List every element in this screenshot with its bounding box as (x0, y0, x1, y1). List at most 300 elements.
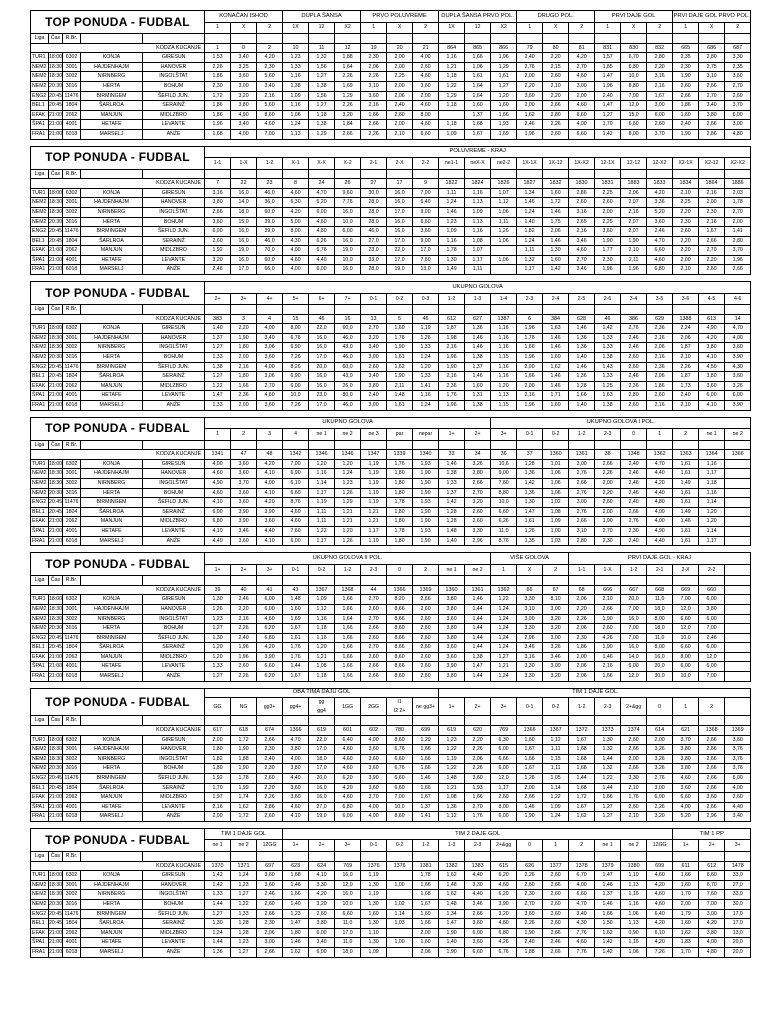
odds-cell: 2,66 (335, 129, 361, 139)
column-head: 0 (387, 564, 413, 576)
odds-cell: 1,33 (413, 343, 439, 353)
odds-cell: 10,0 (335, 899, 361, 909)
odds-cell: 2,46 (231, 595, 257, 605)
odds-cell: 1,66 (335, 672, 361, 682)
odds-cell: 1,72 (231, 735, 257, 745)
bet-code: 602 (361, 726, 387, 736)
odds-cell: 1,47 (465, 662, 491, 672)
match-away: GIRESUN (143, 871, 205, 881)
blank-cell (283, 440, 309, 450)
odds-cell: 1,23 (439, 217, 465, 227)
match-away: ANŽE (143, 129, 205, 139)
odds-cell: 27,0 (725, 880, 751, 890)
blank-cell (231, 851, 257, 861)
match-time: 20:45 (49, 372, 63, 382)
match-away: MIDLZBRO (143, 381, 205, 391)
blank-cell (283, 851, 309, 861)
odds-cell: 3,00 (569, 459, 595, 469)
odds-cell: 7,00 (699, 672, 725, 682)
match-row (31, 754, 751, 764)
odds-cell: 1,80 (387, 469, 413, 479)
odds-cell: 2,60 (543, 919, 569, 929)
match-home: BIRMINGEM (81, 909, 143, 919)
odds-cell: 1,12 (491, 198, 517, 208)
match-row (31, 324, 751, 334)
match-away: ŠEFILD JUN. (143, 498, 205, 508)
match-away: HANOVER (143, 333, 205, 343)
odds-cell: 1,60 (543, 353, 569, 363)
odds-cell: 16,0 (309, 343, 335, 353)
odds-cell: 6,60 (569, 110, 595, 120)
odds-cell: 1,61 (387, 353, 413, 363)
odds-cell (725, 643, 751, 653)
match-time: 21:00 (49, 672, 63, 682)
odds-cell: 1,21 (309, 652, 335, 662)
odds-cell: 1,82 (205, 754, 231, 764)
odds-cell: 1,41 (725, 227, 751, 237)
odds-cell: 2,60 (465, 507, 491, 517)
odds-cell: 3,80 (283, 745, 309, 755)
odds-cell: 4,20 (283, 207, 309, 217)
odds-cell: 1,66 (595, 793, 621, 803)
odds-cell: 12,0 (673, 604, 699, 614)
match-away: SERAINŽ (143, 919, 205, 929)
col-away-label (143, 305, 205, 315)
bet-code: 386 (621, 314, 647, 324)
match-home: MARSELJ (81, 265, 143, 275)
match-row (31, 255, 751, 265)
odds-cell: 2,20 (231, 604, 257, 614)
odds-cell: 1,16 (465, 188, 491, 198)
bet-code: 1833 (647, 179, 673, 189)
odds-cell: 3,30 (309, 880, 335, 890)
odds-cell: 60,0 (335, 324, 361, 334)
column-head: 1 (673, 22, 699, 34)
odds-cell: 2,16 (595, 662, 621, 672)
odds-cell: 1,46 (517, 198, 543, 208)
odds-cell: 2,66 (257, 735, 283, 745)
odds-cell: 2,06 (361, 62, 387, 72)
odds-cell: 1,19 (361, 536, 387, 546)
match-home: HERTA (81, 353, 143, 363)
match-league: NEM2 (31, 207, 49, 217)
odds-cell: 1,96 (595, 265, 621, 275)
odds-cell: 6,60 (283, 488, 309, 498)
odds-cell: 1,90 (439, 928, 465, 938)
odds-cell: 1,61 (673, 469, 699, 479)
match-row (31, 101, 751, 111)
odds-cell: 2,40 (517, 938, 543, 948)
odds-cell: 19,0 (335, 246, 361, 256)
bet-code: 17 (387, 179, 413, 189)
odds-cell: 1,48 (439, 526, 465, 536)
odds-cell: 3,80 (361, 381, 387, 391)
odds-cell: 1,44 (283, 662, 309, 672)
match-league: BEL1 (31, 643, 49, 653)
odds-cell: 3,60 (439, 643, 465, 653)
column-head: 1-2 (569, 429, 595, 441)
odds-cell: 4,10 (205, 498, 231, 508)
match-league: FRA1 (31, 672, 49, 682)
bet-code: 13 (361, 314, 387, 324)
kod-label: KODZA KUCANJE (31, 43, 205, 53)
odds-cell: 17,0 (231, 265, 257, 275)
odds-cell: 1,61 (673, 498, 699, 508)
bet-code: 1369 (413, 585, 439, 595)
odds-cell: 3,60 (465, 774, 491, 784)
odds-cell: 8,66 (387, 662, 413, 672)
column-head: 2-6 (595, 293, 621, 305)
odds-cell: 4,40 (283, 774, 309, 784)
blank-cell (569, 440, 595, 450)
bet-code: 15 (283, 314, 309, 324)
odds-cell: 1,50 (595, 919, 621, 929)
odds-cell: 3,80 (699, 110, 725, 120)
odds-cell: 1,40 (439, 938, 465, 948)
odds-cell: 1,46 (465, 343, 491, 353)
match-time: 20:30 (49, 488, 63, 498)
odds-cell: 3,60 (283, 793, 309, 803)
match-home: ŠARLROA (81, 643, 143, 653)
odds-cell: 1,26 (517, 774, 543, 784)
match-away: HANOVER (143, 198, 205, 208)
odds-cell: 1,90 (387, 372, 413, 382)
odds-cell: 12,0 (621, 672, 647, 682)
odds-cell: 1,01 (543, 459, 569, 469)
match-home: KONJA (81, 188, 143, 198)
odds-cell: 8,76 (491, 536, 517, 546)
odds-cell: 4,60 (335, 793, 361, 803)
odds-cell: 1,33 (413, 372, 439, 382)
odds-cell: 1,16 (439, 53, 465, 63)
blank-cell (491, 305, 517, 315)
match-time: 20:45 (49, 227, 63, 237)
odds-cell: 4,60 (413, 120, 439, 130)
group-header: DRUGO POL. (517, 11, 595, 23)
column-head: 1 (361, 22, 387, 34)
odds-cell: 1,42 (595, 938, 621, 948)
match-row (31, 764, 751, 774)
match-row (31, 652, 751, 662)
odds-cell: 8,80 (491, 488, 517, 498)
match-league: FRA1 (31, 129, 49, 139)
odds-cell: 2,00 (387, 53, 413, 63)
odds-cell: 1,67 (569, 802, 595, 812)
odds-cell: 4,30 (725, 362, 751, 372)
odds-cell: 1,44 (465, 624, 491, 634)
odds-cell: 16,0 (335, 265, 361, 275)
bet-code: 687 (725, 43, 751, 53)
odds-cell: 1,37 (465, 110, 491, 120)
match-time: 21:00 (49, 938, 63, 948)
column-head: 2GG (361, 698, 387, 716)
odds-cell: 1,60 (413, 938, 439, 948)
odds-cell: 2,03 (725, 188, 751, 198)
match-home: HERTA (81, 899, 143, 909)
odds-cell: 6,60 (621, 120, 647, 130)
match-row (31, 188, 751, 198)
odds-cell: 6,80 (647, 265, 673, 275)
column-head: 12 (465, 22, 491, 34)
match-home: KONJA (81, 459, 143, 469)
match-home: MANJUN (81, 793, 143, 803)
odds-cell: 1,48 (439, 880, 465, 890)
odds-cell: 1,93 (413, 459, 439, 469)
bet-code: 1478 (725, 861, 751, 871)
odds-cell: 1,27 (231, 890, 257, 900)
column-head: 1 (517, 22, 543, 34)
odds-cell: 6,60 (387, 754, 413, 764)
odds-cell: 4,30 (283, 236, 309, 246)
column-head: 1+ (673, 840, 699, 852)
odds-cell: 4,20 (647, 478, 673, 488)
odds-cell: 2,46 (257, 890, 283, 900)
odds-cell: 1,24 (413, 353, 439, 363)
odds-cell: 2,60 (205, 236, 231, 246)
odds-cell: 3,00 (569, 81, 595, 91)
odds-cell: 1,46 (465, 333, 491, 343)
blank-cell (361, 169, 387, 179)
match-time: 20:45 (49, 236, 63, 246)
odds-cell: 16,0 (335, 890, 361, 900)
blank-cell (621, 576, 647, 586)
odds-cell: 2,10 (595, 595, 621, 605)
blank-cell (335, 440, 361, 450)
odds-cell: 2,16 (699, 217, 725, 227)
column-head: gg3+ (257, 698, 283, 716)
odds-cell: 1,19 (361, 469, 387, 479)
column-head: 1X-12 (543, 158, 569, 170)
odds-cell: 1,08 (309, 662, 335, 672)
odds-cell: 3,90 (257, 652, 283, 662)
bet-code: 665 (673, 43, 699, 53)
odds-cell: 2,16 (647, 333, 673, 343)
odds-cell: 1,60 (543, 188, 569, 198)
column-head: 2 (569, 22, 595, 34)
column-head: X-2 (335, 158, 361, 170)
blank-cell (335, 851, 361, 861)
odds-cell: 1,46 (517, 802, 543, 812)
match-number: 6018 (63, 672, 81, 682)
odds-cell: 2,20 (543, 53, 569, 63)
odds-block-7 (30, 828, 751, 958)
odds-cell: 7,60 (699, 890, 725, 900)
odds-cell: 1,00 (543, 526, 569, 536)
match-row (31, 745, 751, 755)
odds-cell: 8,60 (257, 110, 283, 120)
odds-cell: 6,20 (257, 624, 283, 634)
odds-cell: 1,22 (491, 595, 517, 605)
match-time: 20:45 (49, 91, 63, 101)
group-header: PRVI DAJE GOL PRVO POL. (673, 11, 751, 23)
odds-cell: 3,80 (439, 672, 465, 682)
match-home: NIRNBERG (81, 478, 143, 488)
blank-cell (673, 305, 699, 315)
bet-code: 1377 (543, 861, 569, 871)
odds-cell: 1,11 (491, 217, 517, 227)
match-away: BOHUM (143, 899, 205, 909)
odds-cell: 46,0 (335, 353, 361, 363)
odds-cell: 1,27 (595, 802, 621, 812)
odds-cell: 2,60 (413, 652, 439, 662)
odds-cell: 1,26 (335, 488, 361, 498)
match-home: HAJDENHAJM (81, 62, 143, 72)
match-number: 6302 (63, 735, 81, 745)
col-home-label (81, 576, 143, 586)
block-title: TOP PONUDA - FUDBAL (31, 828, 205, 851)
odds-cell: 3,80 (673, 745, 699, 755)
odds-cell: 1,18 (309, 672, 335, 682)
match-time: 20:45 (49, 633, 63, 643)
blank-cell (283, 305, 309, 315)
col-away-label (143, 34, 205, 44)
odds-cell: 2,60 (361, 652, 387, 662)
odds-cell: 2,10 (543, 81, 569, 91)
odds-cell: 20,0 (725, 947, 751, 957)
odds-cell: 1,16 (439, 236, 465, 246)
odds-cell: 1,33 (595, 343, 621, 353)
odds-cell: 2,60 (361, 604, 387, 614)
column-head: 3-6 (673, 293, 699, 305)
odds-cell: 4,20 (647, 880, 673, 890)
group-header: UKUPNO GOLOVA (205, 282, 751, 294)
match-row (31, 353, 751, 363)
blank-cell (543, 576, 569, 586)
odds-cell: 2,66 (361, 672, 387, 682)
odds-cell: 1,30 (205, 595, 231, 605)
column-head: 3+ (335, 840, 361, 852)
odds-cell: 3,60 (257, 517, 283, 527)
odds-cell: 2,70 (465, 488, 491, 498)
odds-cell: 2,70 (569, 62, 595, 72)
odds-cell: 1,72 (231, 812, 257, 822)
odds-cell: 1,90 (673, 72, 699, 82)
odds-cell: 3,60 (361, 91, 387, 101)
odds-cell: 16,0 (231, 188, 257, 198)
column-head: gg gg4 (309, 698, 335, 716)
odds-cell: 1,57 (595, 53, 621, 63)
odds-cell: 1,22 (205, 381, 231, 391)
bet-code: 686 (699, 43, 725, 53)
odds-cell: 3,40 (361, 343, 387, 353)
odds-cell: 1,32 (595, 764, 621, 774)
odds-cell: 1,68 (205, 129, 231, 139)
odds-cell: 1,33 (595, 333, 621, 343)
odds-cell: 1,96 (517, 353, 543, 363)
column-head: 12-12 (621, 158, 647, 170)
odds-cell: 2,00 (647, 735, 673, 745)
odds-cell: 1,24 (335, 469, 361, 479)
odds-cell: 1,35 (517, 536, 543, 546)
odds-cell: 2,16 (517, 391, 543, 401)
odds-cell: 1,00 (387, 938, 413, 948)
column-head: X (517, 564, 543, 576)
match-number: 2062 (63, 381, 81, 391)
odds-cell: 2,25 (595, 188, 621, 198)
odds-cell: 4,70 (647, 459, 673, 469)
match-time: 20:45 (49, 774, 63, 784)
blank-cell (673, 169, 699, 179)
odds-cell: 1,19 (361, 498, 387, 508)
blank-cell (517, 169, 543, 179)
match-row (31, 672, 751, 682)
odds-cell: 16,0 (387, 188, 413, 198)
odds-cell: 8,60 (387, 624, 413, 634)
column-head: 3+ (491, 698, 517, 716)
match-time: 21:00 (49, 536, 63, 546)
odds-cell: 2,00 (725, 217, 751, 227)
column-head: ne 3 (361, 429, 387, 441)
odds-cell: 1,16 (621, 938, 647, 948)
bet-code: 667 (621, 585, 647, 595)
column-head: gg4+ (283, 698, 309, 716)
odds-cell: 1,36 (517, 469, 543, 479)
odds-cell: 1,11 (439, 188, 465, 198)
odds-cell: 1,48 (283, 595, 309, 605)
odds-cell: 6,00 (699, 643, 725, 653)
odds-cell: 1,90 (621, 236, 647, 246)
match-number: 4001 (63, 938, 81, 948)
odds-cell: 3,70 (725, 246, 751, 256)
odds-cell: 1,90 (231, 745, 257, 755)
odds-cell: 2,65 (569, 217, 595, 227)
match-away: LEVANTE (143, 391, 205, 401)
odds-cell: 17,0 (309, 745, 335, 755)
match-home: MARSELJ (81, 947, 143, 957)
match-number: 6018 (63, 401, 81, 411)
odds-cell: 1,33 (595, 372, 621, 382)
odds-cell: 1,46 (283, 938, 309, 948)
blank-cell (491, 169, 517, 179)
bet-code: 383 (205, 314, 231, 324)
odds-cell: 16,0 (621, 643, 647, 653)
odds-cell: 2,96 (699, 812, 725, 822)
odds-cell: 1,18 (309, 624, 335, 634)
odds-cell: 2,20 (543, 91, 569, 101)
odds-cell: 1,70 (673, 947, 699, 957)
match-away: GIRESUN (143, 735, 205, 745)
odds-cell: 1,12 (309, 604, 335, 614)
odds-cell: 1,80 (387, 517, 413, 527)
odds-cell: 6,20 (257, 672, 283, 682)
odds-cell: 1,09 (543, 802, 569, 812)
odds-cell: 2,20 (595, 488, 621, 498)
odds-cell: 1,30 (205, 919, 231, 929)
odds-cell: 2,10 (621, 783, 647, 793)
match-number: 2062 (63, 793, 81, 803)
match-time: 18:30 (49, 198, 63, 208)
odds-cell: 2,35 (673, 53, 699, 63)
match-row (31, 217, 751, 227)
odds-cell: 1,11 (517, 246, 543, 256)
blank-cell (569, 716, 595, 726)
odds-cell: 2,60 (647, 391, 673, 401)
odds-cell: 3,80 (205, 198, 231, 208)
group-header: UKUPNO GOLOVA (205, 417, 491, 429)
odds-cell: 1,33 (439, 478, 465, 488)
match-home: HAJDENHAJM (81, 745, 143, 755)
bet-code: 669 (673, 585, 699, 595)
odds-cell: 3,60 (231, 72, 257, 82)
match-away: INGOLŠTAT (143, 72, 205, 82)
match-away: LEVANTE (143, 938, 205, 948)
odds-cell: 3,26 (647, 745, 673, 755)
column-head: 2+ (231, 564, 257, 576)
odds-cell: 1,16 (283, 72, 309, 82)
odds-cell: 4,60 (647, 899, 673, 909)
odds-cell: 1,25 (595, 381, 621, 391)
odds-cell: 6,00 (205, 507, 231, 517)
